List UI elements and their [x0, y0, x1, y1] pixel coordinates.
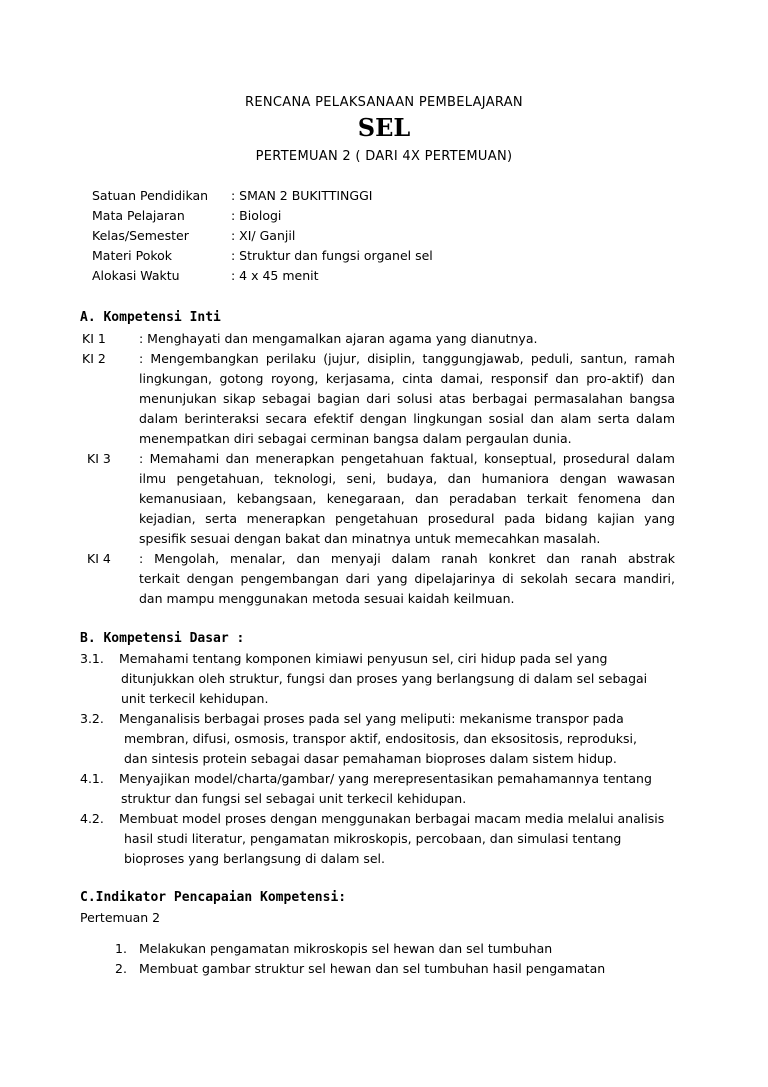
- kd-number: 3.2.: [80, 711, 104, 726]
- ki-line: : Memahami dan menerapkan pengetahuan faktual, konseptual, prosedural dalam: [139, 451, 675, 466]
- section-heading-kd: B. Kompetensi Dasar :: [80, 631, 245, 646]
- topic-title: SEL: [357, 113, 411, 142]
- ki-line: ilmu pengetahuan, teknologi, seni, budaya, dan humaniora dengan wawasan: [139, 471, 675, 486]
- kd-number: 3.1.: [80, 651, 104, 666]
- indicator-number: 1.: [115, 941, 127, 956]
- identity-label: Materi Pokok: [92, 248, 173, 263]
- kd-line: Menyajikan model/charta/gambar/ yang merepresentasikan pemahamannya tentang: [119, 771, 652, 786]
- ki-line: terkait dengan pengembangan dari yang dipelajarinya di sekolah secara mandiri,: [139, 571, 675, 586]
- identity-label: Satuan Pendidikan: [92, 188, 209, 203]
- ki-line: dan mampu menggunakan metoda sesuai kaidah keilmuan.: [139, 591, 515, 606]
- ki-code: KI 3: [87, 451, 111, 466]
- kd-line: unit terkecil kehidupan.: [121, 691, 269, 706]
- indicator-text: Melakukan pengamatan mikroskopis sel hewan dan sel tumbuhan: [139, 941, 553, 956]
- identity-value: : Biologi: [231, 208, 282, 223]
- indicator-text: Membuat gambar struktur sel hewan dan sel tumbuhan hasil pengamatan: [139, 961, 606, 976]
- ki-line: kejadian, serta menerapkan pengetahuan prosedural pada bidang kajian yang: [139, 511, 675, 526]
- document-title: RENCANA PELAKSANAAN PEMBELAJARAN: [245, 95, 523, 110]
- ki-code: KI 4: [87, 551, 111, 566]
- identity-label: Mata Pelajaran: [92, 208, 185, 223]
- ki-line: dalam berinteraksi secara efektif dengan lingkungan sosial dan alam serta dalam: [139, 411, 675, 426]
- kd-line: Menganalisis berbagai proses pada sel yang meliputi: mekanisme transpor pada: [119, 711, 624, 726]
- ki-code: KI 1: [82, 331, 106, 346]
- identity-value: : SMAN 2 BUKITTINGGI: [231, 188, 373, 203]
- ki-line: : Mengembangkan perilaku (jujur, disiplin, tanggungjawab, peduli, santun, ramah: [139, 351, 675, 366]
- indicator-number: 2.: [115, 961, 127, 976]
- kd-line: hasil studi literatur, pengamatan mikroskopis, percobaan, dan simulasi tentang: [124, 831, 622, 846]
- section-heading-indikator: C.Indikator Pencapaian Kompetensi:: [80, 890, 347, 905]
- ki-line: kemanusiaan, kebangsaan, kenegaraan, dan peradaban terkait fenomena dan: [139, 491, 675, 506]
- kd-line: Memahami tentang komponen kimiawi penyusun sel, ciri hidup pada sel yang: [119, 651, 608, 666]
- identity-value: : 4 x 45 menit: [231, 268, 319, 283]
- ki-line: lingkungan, gotong royong, kerjasama, cinta damai, responsif dan pro-aktif) dan: [139, 371, 675, 386]
- section-heading-ki: A. Kompetensi Inti: [80, 310, 221, 325]
- identity-label: Kelas/Semester: [92, 228, 189, 243]
- ki-line: spesifik sesuai dengan bakat dan minatnya untuk memecahkan masalah.: [139, 531, 601, 546]
- ki-line: : Mengolah, menalar, dan menyaji dalam ranah konkret dan ranah abstrak: [139, 551, 675, 566]
- kd-number: 4.1.: [80, 771, 104, 786]
- kd-line: struktur dan fungsi sel sebagai unit terkecil kehidupan.: [121, 791, 467, 806]
- identity-label: Alokasi Waktu: [92, 268, 180, 283]
- ki-line: menempatkan diri sebagai cerminan bangsa dalam pergaulan dunia.: [139, 431, 572, 446]
- identity-value: : Struktur dan fungsi organel sel: [231, 248, 433, 263]
- kd-line: dan sintesis protein sebagai dasar pemahaman bioproses dalam sistem hidup.: [124, 751, 617, 766]
- kd-line: bioproses yang berlangsung di dalam sel.: [124, 851, 386, 866]
- kd-number: 4.2.: [80, 811, 104, 826]
- kd-line: Membuat model proses dengan menggunakan berbagai macam media melalui analisis: [119, 811, 665, 826]
- kd-line: membran, difusi, osmosis, transpor aktif, endositosis, dan eksositosis, reproduksi,: [124, 731, 637, 746]
- meeting-label: Pertemuan 2: [80, 910, 161, 925]
- ki-line: menunjukan sikap sebagai bagian dari solusi atas berbagai permasalahan bangsa: [139, 391, 675, 406]
- identity-value: : XI/ Ganjil: [231, 228, 296, 243]
- meeting-subtitle: PERTEMUAN 2 ( DARI 4X PERTEMUAN): [255, 149, 513, 164]
- ki-line: : Menghayati dan mengamalkan ajaran agama yang dianutnya.: [139, 331, 538, 346]
- ki-code: KI 2: [82, 351, 106, 366]
- kd-line: ditunjukkan oleh struktur, fungsi dan proses yang berlangsung di dalam sel sebagai: [121, 671, 648, 686]
